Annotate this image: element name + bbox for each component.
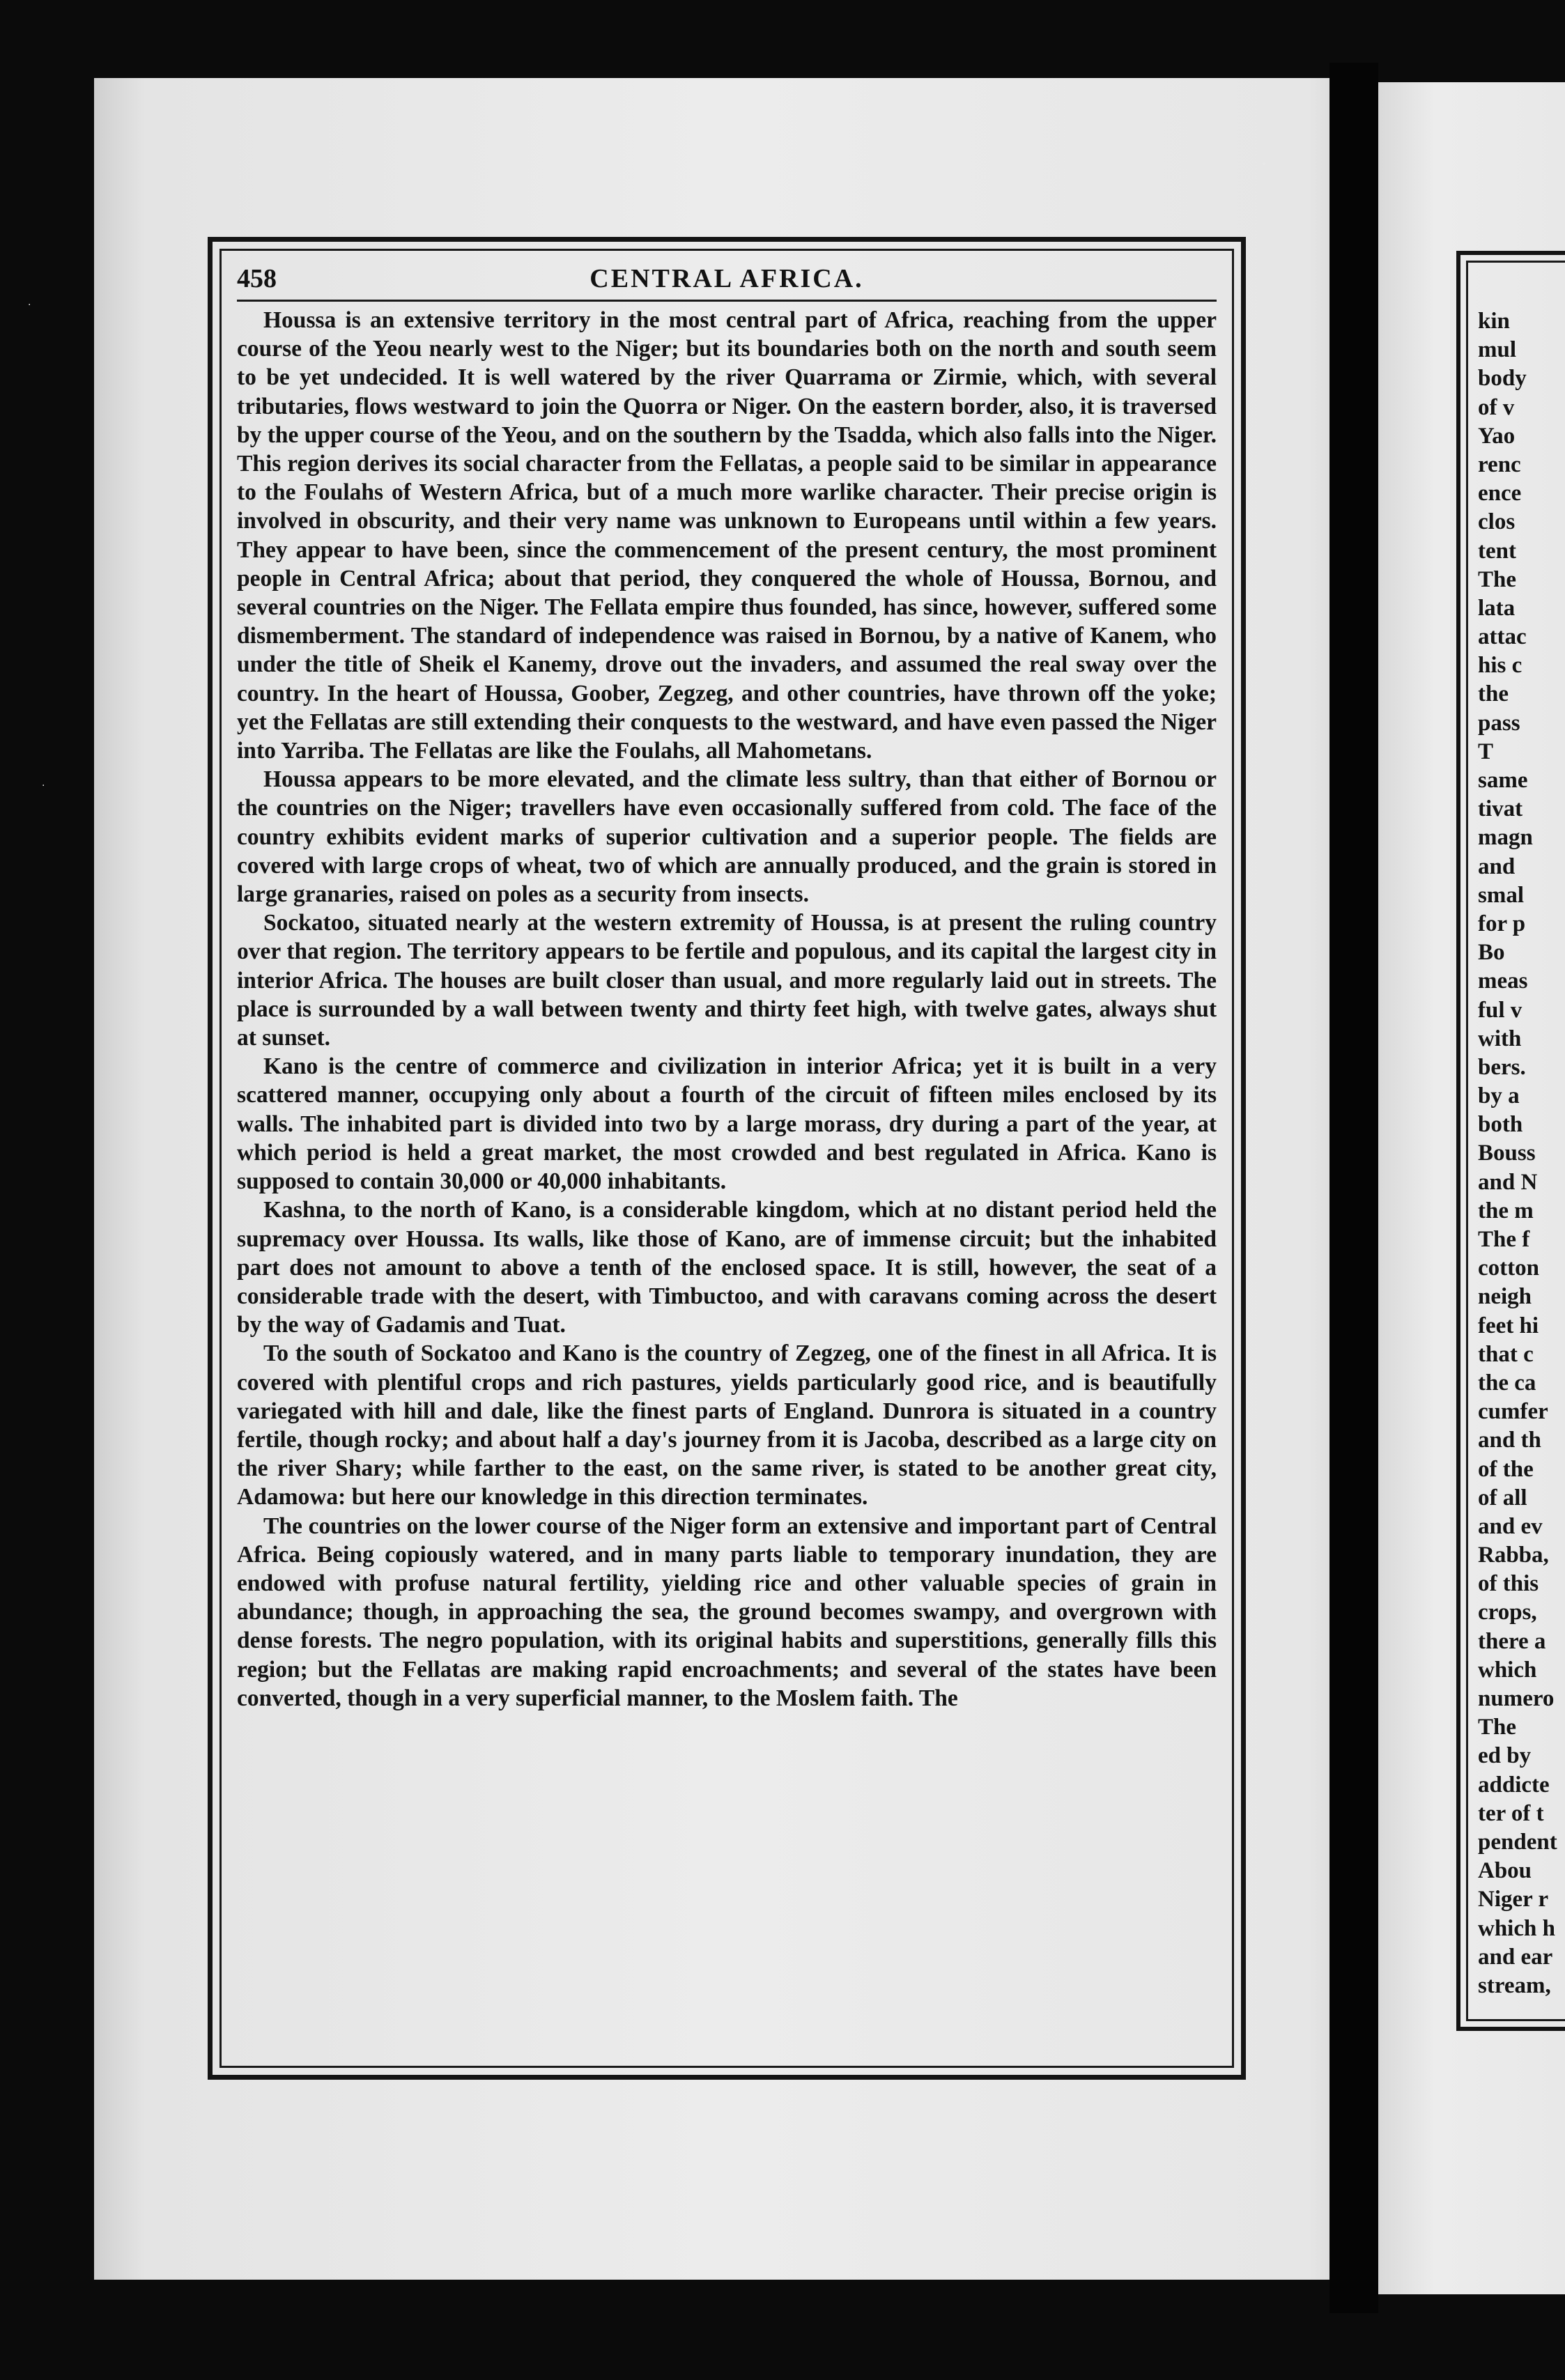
facing-page-line: ence [1478,481,1522,507]
facing-page-line: The [1478,1715,1517,1740]
facing-page-line: by a [1478,1083,1520,1109]
facing-page-line: there a [1478,1628,1546,1654]
facing-page-line: pass [1478,710,1520,736]
facing-page-text [1478,307,1565,2000]
facing-page-line: tent [1478,538,1516,564]
facing-page-line: with [1478,1026,1522,1051]
facing-page-line: both [1478,1112,1523,1138]
facing-page-line: attac [1478,624,1527,650]
facing-page-line: tivat [1478,796,1523,822]
facing-page-line: of this [1478,1571,1539,1597]
facing-page-line: stream, [1478,1972,1551,1998]
running-title: CENTRAL AFRICA. [589,264,864,293]
facing-page-line: which h [1478,1915,1555,1941]
running-head [237,261,1217,302]
paragraph-houssa: Houssa is an extensive territory in the most central part of Africa, reaching from the upper course of the Yeou nearly west to the Niger; but its boundaries both on the north and south seem to be yet undecided. It is well watered by the river Quarrama or Zirmie, which, with several tributaries, flows westward to join the Quorra or Niger. On the eastern border, also, it is traversed by the upper course of the Yeou, and on the southern by the Tsadda, which also falls into the Niger. This region derives its social character from the Fellatas, a people said to be similar in appearance to the Foulahs of Western Africa, but of a much more warlike character. Their precise origin is involved in obscurity, and their very name was unknown to Europeans until within a few years. They appear to have been, since the commencement of the present century, the most prominent people in Central Africa; about that period, they conquered the whole of Houssa, Bornou, and several countries on the Niger. The Fellata empire thus founded, has since, however, suffered some dismemberment. The standard of independence was raised in Bornou, by a native of Kanem, who under the title of Sheik el Kanemy, drove out the invaders, and assumed the real sway over the country. In the heart of Houssa, Goober, Zegzeg, and other countries, have thrown off the yoke; yet the Fellatas are still extending their conquests to the westward, and have even passed the Niger into Yarriba. The Fellatas are like the Foulahs, all Mahometans. [237,307,1217,764]
facing-page-line: smal [1478,882,1524,908]
facing-page-line: the [1478,681,1509,707]
scan-speck: · [28,300,31,311]
facing-page-line: and [1478,853,1516,879]
facing-page-line: ed by [1478,1743,1532,1769]
page-number: 458 [237,264,277,293]
facing-page-line: feet hi [1478,1313,1539,1338]
facing-page-line: magn [1478,825,1533,851]
facing-page-line: T [1478,739,1494,764]
facing-page-line: Bo [1478,940,1505,966]
facing-page-line: Abou [1478,1858,1532,1884]
paragraph-lower-niger: The countries on the lower course of the Niger form an extensive and important part of Central Africa. Being copiously watered, and in many parts liable to temporary inundation, they are endowed with profuse natural fertility, yielding rice and other valuable species of grain in abundance; though, in approaching the sea, the ground becomes swampy, and overgrown with dense forests. The negro population, with its original habits and superstitions, generally fills this region; but the Fellatas are making rapid encroachments; and several of the states have been converted, though in a very superficial manner, to the Moslem faith. The [237,1513,1217,1711]
scan-speck: · [42,780,45,791]
facing-page-line: the m [1478,1198,1534,1223]
scan-speck: • [1261,159,1267,170]
facing-page-line: addicte [1478,1772,1550,1798]
facing-page-line: numero [1478,1686,1555,1711]
paragraph-zegzeg: To the south of Sockatoo and Kano is the country of Zegzeg, one of the finest in all Africa. It is covered with plentiful crops and rich pastures, yields particularly good rice, and is beautifully variegated with hill and dale, like the finest parts of England. Dunrora is situated in a country fertile, though rocky; and about half a day's journey from it is Jacoba, described as a large city on the river Shary; while farther to the east, on the same river, is stated to be another great city, Adamowa: but here our knowledge in this direction terminates. [237,1340,1217,1510]
facing-page-frame [1456,251,1565,2031]
facing-page-line: bers. [1478,1054,1526,1080]
facing-page-line: Niger r [1478,1887,1549,1912]
paragraph-kano: Kano is the centre of commerce and civilization in interior Africa; yet it is built in a very scattered manner, occupying only about a fourth of the circuit of fifteen miles enclosed by its walls. The inhabited part is divided into two by a large morass, dry during a part of the year, at which period is held a great market, the most crowded and best regulated in Africa. Kano is supposed to contain 30,000 or 40,000 inhabitants. [237,1053,1217,1195]
facing-page-line: The f [1478,1227,1530,1252]
body-text [237,306,1217,1713]
text-frame-inner [219,249,1234,2068]
facing-page-line: lata [1478,595,1516,621]
facing-page-line: and ev [1478,1513,1543,1539]
facing-page-line: meas [1478,968,1528,994]
paragraph-sockatoo: Sockatoo, situated nearly at the western extremity of Houssa, is at present the ruling country over that region. The territory appears to be fertile and populous, and its capital the largest city in interior Africa. The houses are built closer than usual, and more regularly laid out in streets. The place is surrounded by a wall between twenty and thirty feet high, with twelve gates, always shut at sunset. [237,910,1217,1051]
facing-page-line: pendent [1478,1829,1557,1855]
book-gutter [1329,63,1378,2313]
facing-page-line: Bouss [1478,1141,1536,1166]
facing-page-line: body [1478,366,1527,392]
facing-page-line: of all [1478,1485,1527,1510]
facing-page-line: renc [1478,451,1521,477]
facing-page-line: his c [1478,653,1522,679]
facing-page-line: of v [1478,394,1515,420]
facing-page-line: Yao [1478,423,1516,449]
facing-page-frame-inner [1466,261,1565,2021]
facing-page-line: ter of t [1478,1800,1544,1826]
facing-page-line: Rabba, [1478,1543,1549,1568]
facing-page-line: same [1478,768,1528,793]
facing-page-line: cotton [1478,1255,1539,1281]
facing-page-line: mul [1478,337,1517,363]
paragraph-houssa-climate: Houssa appears to be more elevated, and the climate less sultry, than that either of Bornou or the countries on the Niger; travellers have even occasionally suffered from cold. The face of the country exhibits evident marks of superior cultivation and a superior people. The fields are covered with large crops of wheat, two of which are annually produced, and the grain is stored in large granaries, raised on poles as a security from insects. [237,766,1217,908]
facing-page-line: cumfer [1478,1399,1548,1425]
facing-page-line: for p [1478,911,1526,936]
text-frame [208,237,1246,2080]
facing-page-line: and ear [1478,1944,1553,1970]
facing-page-line: kin [1478,309,1510,334]
paragraph-kashna: Kashna, to the north of Kano, is a considerable kingdom, which at no distant period held the supremacy over Houssa. Its walls, like those of Kano, are of immense circuit; but the inhabited part does not amount to above a tenth of the enclosed space. It is still, however, the seat of a considerable trade with the desert, with Timbuctoo, and with caravans coming across the desert by the way of Gadamis and Tuat. [237,1197,1217,1338]
facing-page-line: ful v [1478,997,1522,1023]
facing-page-line: clos [1478,509,1516,535]
facing-page-line: The [1478,566,1517,592]
facing-page-line: crops, [1478,1600,1537,1625]
facing-page-line: neigh [1478,1284,1532,1310]
facing-page-line: and th [1478,1428,1541,1453]
facing-page-line: of the [1478,1456,1534,1482]
facing-page-line: that c [1478,1341,1534,1367]
facing-page-line: the ca [1478,1370,1536,1396]
facing-page-line: which [1478,1657,1537,1683]
facing-page-line: and N [1478,1169,1538,1195]
